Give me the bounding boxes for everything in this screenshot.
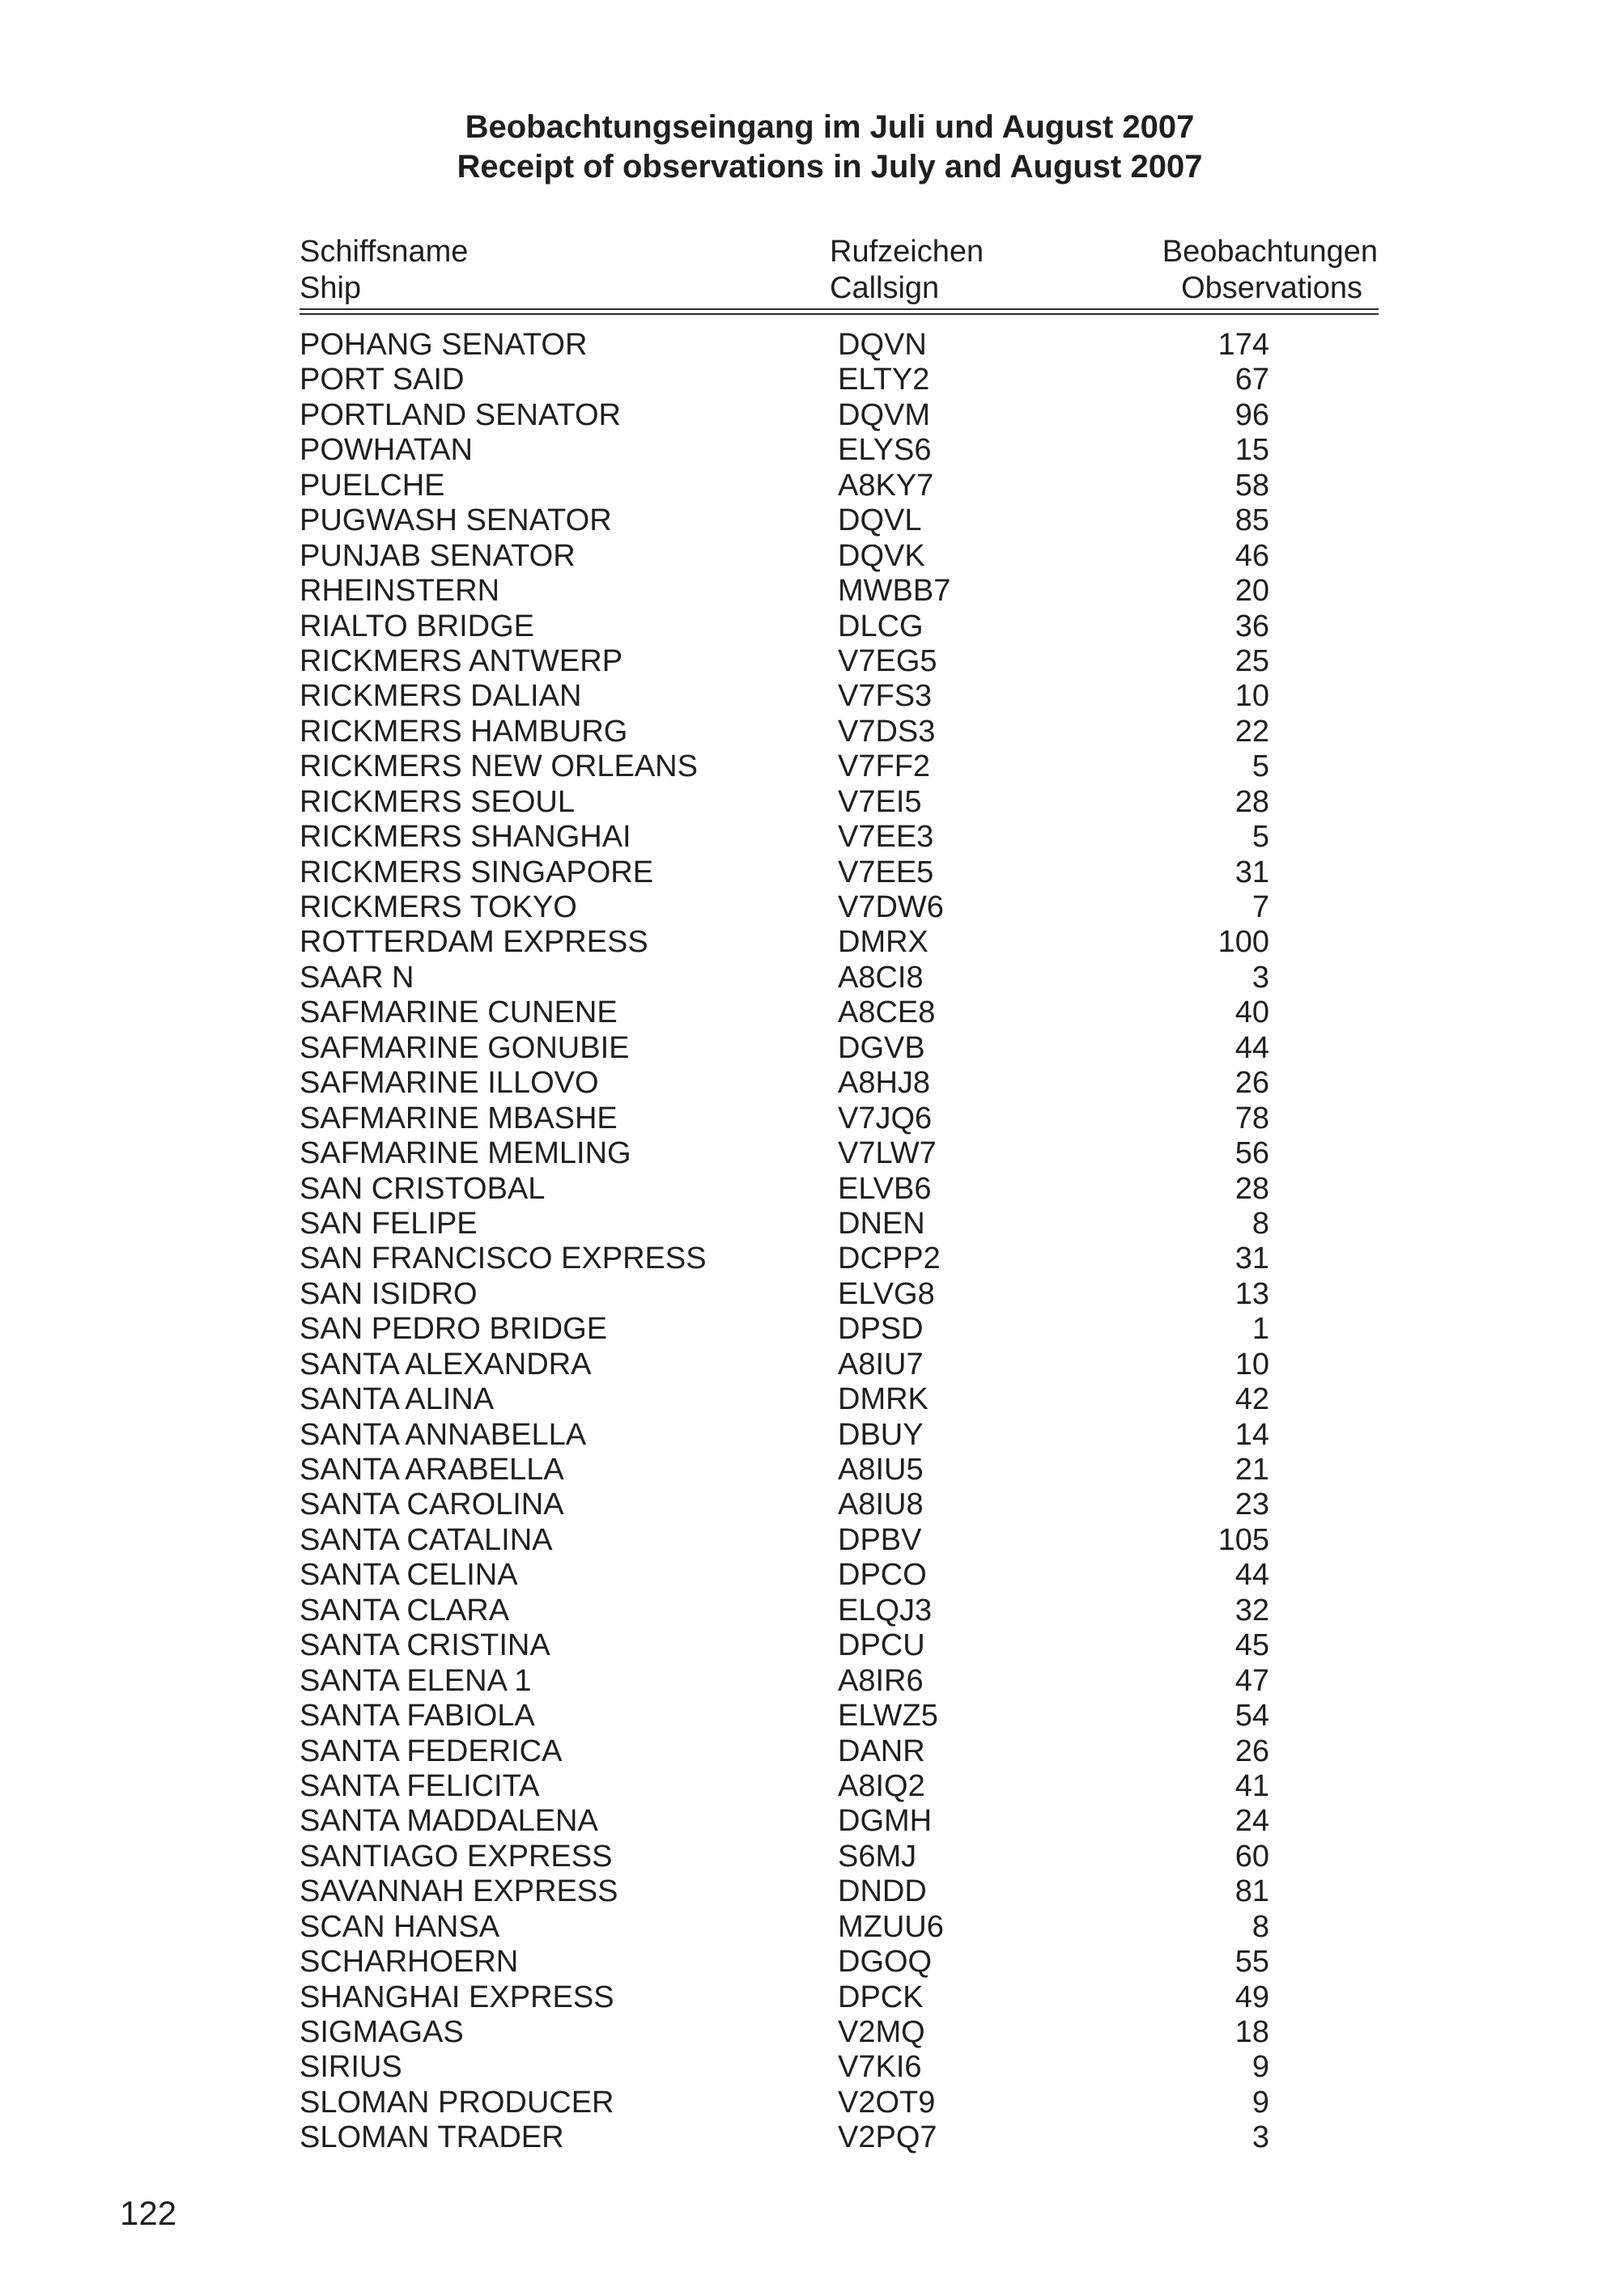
ship-name-cell: SANTA CELINA [300,1558,518,1593]
ship-name-cell: SANTIAGO EXPRESS [300,1839,613,1874]
callsign-cell: V7KI6 [838,2050,922,2085]
observations-count-cell: 18 [1234,2015,1269,2049]
callsign-cell: V7EE3 [838,820,934,855]
observations-count-cell: 54 [1234,1699,1269,1734]
ship-name-cell: SAAR N [300,960,414,995]
ship-name-cell: RICKMERS HAMBURG [300,714,628,749]
table-row [0,2050,1619,2085]
callsign-cell: DMRK [838,1382,928,1417]
table-row [0,995,1619,1030]
ship-name-cell: SANTA ARABELLA [300,1453,564,1487]
callsign-cell: DQVN [838,328,927,362]
observations-count-cell: 9 [1251,2085,1269,2120]
table-row [0,574,1619,609]
table-row [0,1488,1619,1522]
callsign-cell: DANR [838,1734,925,1768]
callsign-cell: A8CE8 [838,995,936,1030]
ship-name-cell: SHANGHAI EXPRESS [300,1980,614,2014]
table-row [0,539,1619,574]
table-row [0,433,1619,468]
callsign-cell: V7EI5 [838,784,922,819]
ship-name-cell: PUGWASH SENATOR [300,503,612,538]
page-number: 122 [120,2194,177,2232]
table-row [0,503,1619,538]
ship-name-cell: SLOMAN TRADER [300,2120,564,2155]
ship-name-cell: RIALTO BRIDGE [300,609,534,643]
observations-count-cell: 24 [1234,1804,1269,1839]
table-row [0,2086,1619,2120]
ship-name-cell: SANTA CLARA [300,1593,510,1628]
observations-count-cell: 49 [1234,1980,1269,2014]
callsign-cell: DPSD [838,1312,924,1347]
callsign-cell: MZUU6 [838,1909,944,1944]
callsign-cell: A8HJ8 [838,1066,931,1101]
observations-count-cell: 44 [1234,1030,1269,1065]
ship-name-cell: SIRIUS [300,2050,402,2085]
column-header-observations-english: Observations [1181,271,1362,305]
callsign-cell: ELVB6 [838,1171,932,1206]
callsign-cell: V7FS3 [838,679,933,714]
ship-name-cell: PORTLAND SENATOR [300,397,621,432]
table-row [0,1031,1619,1066]
callsign-cell: V2PQ7 [838,2120,937,2155]
observations-count-cell: 23 [1234,1488,1269,1522]
table-row [0,1874,1619,1909]
table-row [0,469,1619,503]
observations-count-cell: 60 [1234,1839,1269,1874]
ship-name-cell: SAN ISIDRO [300,1276,478,1311]
observations-count-cell: 1 [1251,1312,1269,1347]
observations-count-cell: 44 [1234,1558,1269,1593]
observations-count-cell: 96 [1234,397,1269,432]
ship-name-cell: SANTA FABIOLA [300,1699,535,1734]
callsign-cell: DPCU [838,1628,925,1663]
observations-count-cell: 9 [1251,2050,1269,2085]
observations-count-cell: 31 [1234,855,1269,889]
column-header-ship-name-german: Schiffsname [300,235,469,269]
ship-name-cell: RICKMERS SHANGHAI [300,820,631,855]
observations-count-cell: 5 [1251,820,1269,855]
header-rule-top [300,308,1379,310]
callsign-cell: V7FF2 [838,749,931,784]
observations-count-cell: 58 [1234,468,1269,503]
ship-name-cell: PUNJAB SENATOR [300,538,576,573]
ship-name-cell: RHEINSTERN [300,574,500,609]
observations-count-cell: 45 [1234,1628,1269,1663]
observations-count-cell: 10 [1234,1347,1269,1381]
callsign-cell: ELQJ3 [838,1593,933,1628]
ship-name-cell: SAFMARINE ILLOVO [300,1066,599,1101]
ship-name-cell: SANTA CATALINA [300,1522,553,1557]
callsign-cell: DLCG [838,609,924,643]
table-row [0,855,1619,890]
column-header-callsign-german: Rufzeichen [830,235,984,269]
table-row [0,1910,1619,1945]
callsign-cell: ELTY2 [838,363,930,397]
ship-name-cell: PORT SAID [300,363,465,397]
callsign-cell: ELYS6 [838,433,932,468]
table-row [0,1066,1619,1101]
table-row [0,749,1619,784]
table-row [0,785,1619,820]
table-row [0,820,1619,855]
observations-count-cell: 32 [1234,1593,1269,1628]
callsign-cell: A8IQ2 [838,1768,925,1803]
table-row [0,1804,1619,1839]
callsign-cell: V7DW6 [838,890,944,924]
observations-count-cell: 13 [1234,1276,1269,1311]
observations-count-cell: 20 [1234,574,1269,609]
observations-count-cell: 21 [1234,1453,1269,1487]
observations-count-cell: 10 [1234,679,1269,714]
callsign-cell: DPBV [838,1522,922,1557]
observations-count-cell: 5 [1251,749,1269,784]
table-row [0,398,1619,433]
callsign-cell: A8IR6 [838,1663,924,1698]
callsign-cell: A8KY7 [838,468,934,503]
observations-count-cell: 3 [1251,960,1269,995]
observations-count-cell: 56 [1234,1136,1269,1171]
ship-name-cell: PUELCHE [300,468,445,503]
observations-count-cell: 15 [1234,433,1269,468]
callsign-cell: V7JQ6 [838,1101,933,1135]
ship-name-cell: RICKMERS NEW ORLEANS [300,749,698,784]
header-rule-bottom [300,313,1379,315]
table-row [0,1628,1619,1663]
callsign-cell: A8IU8 [838,1488,924,1522]
callsign-cell: DMRX [838,925,928,960]
table-row [0,1347,1619,1382]
table-row [0,609,1619,644]
ship-name-cell: POHANG SENATOR [300,328,588,362]
observations-count-cell: 8 [1251,1206,1269,1241]
observations-count-cell: 31 [1234,1241,1269,1276]
ship-name-cell: SANTA CAROLINA [300,1488,564,1522]
callsign-cell: A8CI8 [838,960,924,995]
observations-count-cell: 46 [1234,538,1269,573]
column-header-observations-german: Beobachtungen [1162,235,1378,269]
table-row [0,925,1619,960]
table-row [0,1734,1619,1769]
ship-name-cell: RICKMERS SEOUL [300,784,575,819]
observations-count-cell: 14 [1234,1417,1269,1452]
table-row [0,363,1619,397]
ship-name-cell: SANTA CRISTINA [300,1628,550,1663]
observations-count-cell: 3 [1251,2120,1269,2155]
table-row [0,2015,1619,2050]
observations-count-cell: 22 [1234,714,1269,749]
ship-name-cell: SAFMARINE MEMLING [300,1136,631,1171]
observations-table-body [0,328,1619,2156]
callsign-cell: A8IU7 [838,1347,924,1381]
observations-count-cell: 85 [1234,503,1269,538]
observations-count-cell: 26 [1234,1734,1269,1768]
observations-count-cell: 81 [1234,1874,1269,1909]
observations-count-cell: 100 [1217,925,1269,960]
table-row [0,1101,1619,1136]
table-row [0,1945,1619,1980]
callsign-cell: DGOQ [838,1945,933,1980]
table-row [0,1664,1619,1699]
column-header-ship-name-english: Ship [300,271,362,305]
ship-name-cell: SLOMAN PRODUCER [300,2085,614,2120]
table-row [0,1523,1619,1558]
callsign-cell: ELVG8 [838,1276,935,1311]
table-row [0,1136,1619,1171]
table-row [0,961,1619,995]
ship-name-cell: SAN PEDRO BRIDGE [300,1312,608,1347]
callsign-cell: ELWZ5 [838,1699,938,1734]
observations-count-cell: 174 [1217,328,1269,362]
callsign-cell: S6MJ [838,1839,917,1874]
callsign-cell: DGVB [838,1030,925,1065]
table-row [0,1207,1619,1241]
ship-name-cell: SAFMARINE GONUBIE [300,1030,630,1065]
callsign-cell: DGMH [838,1804,933,1839]
observations-count-cell: 55 [1234,1945,1269,1980]
ship-name-cell: SCHARHOERN [300,1945,519,1980]
ship-name-cell: RICKMERS DALIAN [300,679,582,714]
observations-count-cell: 42 [1234,1382,1269,1417]
callsign-cell: DCPP2 [838,1241,941,1276]
callsign-cell: A8IU5 [838,1453,924,1487]
ship-name-cell: SIGMAGAS [300,2015,464,2049]
table-row [0,1241,1619,1276]
callsign-cell: V7EG5 [838,643,937,678]
callsign-cell: V2OT9 [838,2085,936,2120]
callsign-cell: V2MQ [838,2015,925,2049]
ship-name-cell: SAVANNAH EXPRESS [300,1874,618,1909]
table-row [0,1453,1619,1488]
table-row [0,1558,1619,1593]
callsign-cell: DNEN [838,1206,925,1241]
observations-count-cell: 7 [1251,890,1269,924]
observations-count-cell: 47 [1234,1663,1269,1698]
callsign-cell: DPCO [838,1558,927,1593]
observations-count-cell: 28 [1234,1171,1269,1206]
table-row [0,715,1619,749]
ship-name-cell: SAFMARINE MBASHE [300,1101,618,1135]
ship-name-cell: SANTA FELICITA [300,1768,540,1803]
observations-count-cell: 25 [1234,643,1269,678]
table-row [0,1312,1619,1347]
table-row [0,2120,1619,2155]
ship-name-cell: SCAN HANSA [300,1909,500,1944]
page-title-english: Receipt of observations in July and August 2007 [457,149,1203,185]
observations-count-cell: 26 [1234,1066,1269,1101]
observations-count-cell: 105 [1217,1522,1269,1557]
ship-name-cell: RICKMERS SINGAPORE [300,855,654,889]
column-header-callsign-english: Callsign [830,271,940,305]
observations-count-cell: 40 [1234,995,1269,1030]
callsign-cell: DQVM [838,397,930,432]
observations-count-cell: 36 [1234,609,1269,643]
table-row [0,1699,1619,1734]
table-row [0,679,1619,714]
table-row [0,328,1619,363]
observations-count-cell: 41 [1234,1768,1269,1803]
ship-name-cell: RICKMERS ANTWERP [300,643,623,678]
table-row [0,644,1619,679]
ship-name-cell: ROTTERDAM EXPRESS [300,925,648,960]
table-row [0,1172,1619,1207]
callsign-cell: V7EE5 [838,855,934,889]
table-row [0,1840,1619,1874]
ship-name-cell: SANTA ALINA [300,1382,495,1417]
table-row [0,1769,1619,1804]
ship-name-cell: SAFMARINE CUNENE [300,995,618,1030]
ship-name-cell: SANTA ANNABELLA [300,1417,587,1452]
callsign-cell: DQVL [838,503,922,538]
table-row [0,1277,1619,1312]
ship-name-cell: RICKMERS TOKYO [300,890,577,924]
observations-count-cell: 78 [1234,1101,1269,1135]
callsign-cell: V7LW7 [838,1136,937,1171]
callsign-cell: V7DS3 [838,714,936,749]
ship-name-cell: SAN FRANCISCO EXPRESS [300,1241,707,1276]
callsign-cell: DQVK [838,538,925,573]
observations-count-cell: 8 [1251,1909,1269,1944]
ship-name-cell: SANTA MADDALENA [300,1804,598,1839]
ship-name-cell: SANTA ELENA 1 [300,1663,532,1698]
table-row [0,1382,1619,1417]
table-row [0,890,1619,925]
ship-name-cell: SAN CRISTOBAL [300,1171,546,1206]
callsign-cell: DPCK [838,1980,924,2014]
ship-name-cell: SAN FELIPE [300,1206,478,1241]
callsign-cell: DNDD [838,1874,927,1909]
table-row [0,1980,1619,2015]
ship-name-cell: SANTA ALEXANDRA [300,1347,592,1381]
table-row [0,1594,1619,1628]
observations-count-cell: 28 [1234,784,1269,819]
page-title-german: Beobachtungseingang im Juli und August 2007 [465,109,1195,145]
ship-name-cell: POWHATAN [300,433,473,468]
table-row [0,1418,1619,1453]
ship-name-cell: SANTA FEDERICA [300,1734,563,1768]
observations-count-cell: 67 [1234,363,1269,397]
callsign-cell: DBUY [838,1417,924,1452]
callsign-cell: MWBB7 [838,574,951,609]
